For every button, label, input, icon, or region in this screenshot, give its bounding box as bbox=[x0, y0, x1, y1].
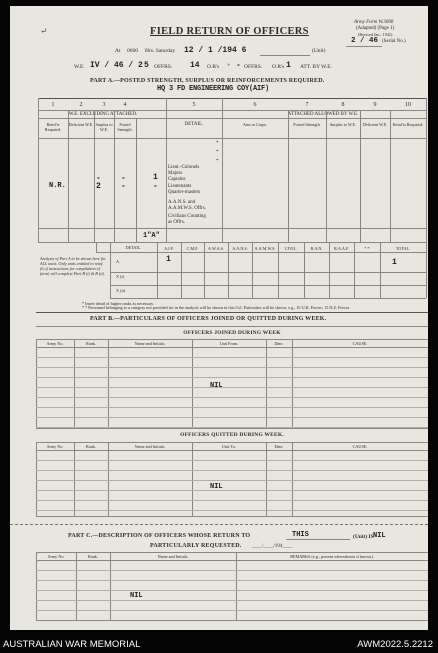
col-number-8: 8 bbox=[341, 102, 345, 108]
analysis-col-1: C.M.F. bbox=[186, 246, 199, 251]
footnote-1: * Insert detail of higher ranks as necessary. bbox=[82, 301, 155, 306]
this-stamp: THIS bbox=[292, 531, 309, 539]
analysis-col-7: R.A.A.F. bbox=[333, 246, 350, 251]
rank-2: Captains bbox=[168, 177, 186, 182]
part-c-heading: PART C.—DESCRIPTION OF OFFICERS WHOSE RETURN TO bbox=[68, 533, 251, 539]
rank-3: Lieutenants bbox=[168, 184, 192, 189]
part-c-col-0: Army No. bbox=[47, 554, 65, 559]
analysis-col-4: A.A.M.W.S. bbox=[254, 246, 276, 251]
ors2-value: 1 bbox=[286, 61, 291, 70]
att-label: ATT. BY W.E. bbox=[300, 64, 332, 70]
footnote-2: * * Personnel belonging to a category not provided for in the analysis will be shown in this Col. Particulars will be shown, e.g., 10 U.K. Forces; 15 N.Z. Forces. bbox=[82, 305, 351, 310]
pencil-mark-icon: ⤶ bbox=[40, 26, 48, 36]
part-c-nil: NIL bbox=[130, 592, 143, 600]
analysis-total: 1 bbox=[392, 258, 397, 267]
entry-surplus-2: - bbox=[121, 182, 126, 191]
joined-col-0: Army No. bbox=[46, 341, 64, 346]
rank-7: Civilians Counting bbox=[168, 214, 206, 219]
analysis-col-9: TOTAL. bbox=[395, 246, 411, 251]
col-number-6: 6 bbox=[253, 102, 257, 108]
sub-header-0: Reinf'ts Required. bbox=[44, 122, 62, 132]
form-ref-line1: Army Form W.3008 bbox=[354, 20, 394, 25]
entry-surplus: - bbox=[121, 174, 126, 183]
rank-4: Quarter-masters bbox=[168, 190, 201, 195]
col-number-3: 3 bbox=[102, 102, 106, 108]
unit-stamp: HQ 3 FD ENGINEERING COY(AIF) bbox=[157, 85, 270, 93]
group-attached: ATTACHED ALLOWED BY W.E. bbox=[287, 112, 359, 117]
col-number-7: 7 bbox=[305, 102, 309, 108]
sub-header-8: Reinf'ts Required. bbox=[392, 122, 424, 127]
quitted-col-1: Rank. bbox=[86, 444, 96, 449]
quitted-heading: OFFICERS QUITTED DURING WEEK. bbox=[180, 432, 284, 438]
analysis-row-0: A. bbox=[116, 259, 121, 264]
group-excluding: W.E. EXCLUDING ATTACHED. bbox=[68, 112, 138, 117]
sub-header-3: Posted Strength. bbox=[117, 122, 133, 132]
analysis-row-1: X (i) bbox=[116, 274, 125, 279]
part-a-heading: PART A.—POSTED STRENGTH, SURPLUS OR REINFORCEMENTS REQUIRED. bbox=[90, 78, 325, 84]
analysis-col-3: A.A.N.S. bbox=[232, 246, 248, 251]
time-value: 0600 bbox=[127, 48, 138, 54]
detail-label: DETAIL. bbox=[184, 122, 204, 127]
total-stamp: 1"A" bbox=[143, 232, 160, 240]
ors-label: O.R's bbox=[207, 64, 220, 70]
quitted-nil: NIL bbox=[210, 483, 223, 491]
sub-header-1: Deficient W.E. bbox=[68, 122, 94, 127]
col-number-1: 1 bbox=[51, 102, 55, 108]
part-c-col-3: REMARKS (e.g., present whereabouts if known). bbox=[290, 554, 374, 559]
sub-header-4: Arm or Corps. bbox=[242, 122, 268, 127]
form-title: FIELD RETURN OF OFFICERS bbox=[150, 26, 309, 37]
part-c-unit-label: (Unit) IS bbox=[353, 534, 374, 540]
analysis-col-2: A.W.A.S. bbox=[207, 246, 225, 251]
rank-1: Majors bbox=[168, 171, 183, 176]
analysis-col-8: * * bbox=[364, 246, 370, 251]
quitted-col-0: Army No. bbox=[46, 444, 64, 449]
part-c-col-2: Name and Initials. bbox=[157, 554, 189, 559]
quitted-col-4: Date. bbox=[274, 444, 284, 449]
footer-right: AWM2022.5.2212 bbox=[357, 639, 433, 650]
analysis-note: Analysis of Part A to be shown here for ALL units. Only units entitled to reinf. (6 of instructions for compilation of form) will complete Part B (i) & B (ii). bbox=[40, 256, 106, 276]
particularly-requested: PARTICULARLY REQUESTED. bbox=[150, 543, 242, 549]
serial-label: (Serial No.) bbox=[382, 39, 406, 44]
entry-mark-2: - bbox=[96, 174, 101, 183]
ors2-label: O.R's bbox=[272, 64, 285, 70]
form-ref-line2: (Adapted) (Page 1) bbox=[356, 26, 395, 31]
sub-header-2: Surplus to W.E. bbox=[95, 122, 113, 132]
quitted-col-5: CAUSE. bbox=[352, 444, 368, 449]
part-c-date-blank: ____/____/194____ bbox=[252, 544, 293, 549]
part-c-nil-stamp: NIL bbox=[373, 532, 386, 540]
unit-label: (Unit) bbox=[312, 48, 326, 54]
we-value: IV / 46 / 2 bbox=[90, 61, 143, 70]
ors-value: 14 bbox=[190, 61, 200, 70]
offrs2-label: OFFRS. bbox=[244, 64, 263, 70]
entry-reinf: N.R. bbox=[49, 182, 66, 190]
joined-nil: NIL bbox=[210, 382, 223, 390]
analysis-row-2: X (ii) bbox=[116, 288, 126, 293]
col-number-10: 10 bbox=[405, 102, 411, 108]
quitted-col-3: Unit To. bbox=[222, 444, 236, 449]
sub-header-7: Deficient W.E. bbox=[362, 122, 388, 127]
part-b-heading: PART B.—PARTICULARS OF OFFICERS JOINED OR QUITTED DURING WEEK. bbox=[90, 316, 327, 322]
joined-col-4: Date. bbox=[274, 341, 284, 346]
analysis-col-6: R.A.N. bbox=[310, 246, 323, 251]
date-value: 12 / 1 /194 6 bbox=[184, 46, 247, 55]
sub-header-5: Posted Strength. bbox=[293, 122, 321, 127]
rank-6: A.A.M.W.S. Offrs. bbox=[168, 206, 206, 211]
joined-col-3: Unit From. bbox=[219, 341, 239, 346]
rank-0: Lieut.-Colonels bbox=[168, 165, 200, 170]
footer-left: AUSTRALIAN WAR MEMORIAL bbox=[3, 639, 141, 650]
hrs-label: Hrs. Saturday bbox=[145, 48, 176, 54]
col-number-4: 4 bbox=[123, 102, 127, 108]
joined-col-2: Name and Initials. bbox=[134, 341, 166, 346]
entry-deficient: 2 bbox=[96, 182, 101, 191]
col-number-2: 2 bbox=[79, 102, 83, 108]
form-page: ⤶ FIELD RETURN OF OFFICERS Army Form W.3008 (Adapted) (Page 1) (Revised Jan., 1942) 2 / 46 (Serial No.) At 0600 Hrs. Saturday 12 / 1 /194 6 (Unit) W.E. IV / 46 / 2 5 OFFRS. 14 O.R's + - OFFRS. 1 O.R's ATT. BY W.E. PART A.—POSTED STRENGTH, SURPLUS OR REINFORCEMENTS REQUIRED. HQ 3 FD ENGINEERING COY(AIF) W.E. EXCLUDING ATTACHED. ATTACHED ALLOWED BY W.E. DETAIL. * * * N.R. 2 - - 1 - - 1"A" DETAIL. 1 1 Analysis of Part A to be shown here for ALL units. Only units entitled to reinf. (6 of instructions for compilation of form) will complete Part B (i) & B (ii). * Insert detail of higher ranks as necessary. * * Personnel belonging to a category not provided for in the analysis will be shown in this Col. Particulars will be shown, e.g., 10 U.K. Forces; 15 N.Z. Forces. PART B.—PARTICULARS OF OFFICERS JOINED OR QUITTED DURING WEEK. OFFICERS JOINED DURING WEEK NIL OFFICERS QUITTED DURING WEEK. NIL PART C.—DESCRIPTION OF OFFICERS WHOSE RETURN TO THIS (Unit) IS NIL PARTICULARLY REQUESTED. ____/____/194____ NIL 1 2 3 4 5 6 7 8 9 10 Reinf'ts Required. Deficient W.E. Surplus to W.E. Posted Strength. Arm or Corps. Posted Strength. Surplus to W.E. Deficient W.E. Reinf'ts Required. Lieut.-Colonels Majors Captains Lieutenants Quarter-masters A.A.N.S. and A.A.M.W.S. Offrs. Civilians Counting as Offrs. A.I.F. C.M.F. A.W.A.S. A.A.N.S. A.A.M.W.S. CIVIL. R.A.N. R.A.A.F. * * TOTAL. A. X (i) X (ii) Army No. Rank. Name and Initials. Unit From. Date. CAUSE. Army No. Rank. Name and Initials. Unit To. Date. CAUSE. Army No. Rank. Name and Initials. REMARKS (e.g., present whereabouts if known). bbox=[10, 6, 428, 630]
rank-5: A.A.N.S. and bbox=[168, 200, 196, 205]
entry-posted: 1 bbox=[153, 173, 158, 182]
joined-col-5: CAUSE. bbox=[352, 341, 368, 346]
col-number-9: 9 bbox=[373, 102, 377, 108]
analysis-col-5: CIVIL. bbox=[284, 246, 298, 251]
joined-col-1: Rank. bbox=[86, 341, 96, 346]
quitted-col-2: Name and Initials. bbox=[134, 444, 166, 449]
at-label: At bbox=[115, 48, 121, 54]
offrs-label: OFFRS. bbox=[154, 64, 173, 70]
part-c-col-1: Rank. bbox=[88, 554, 98, 559]
analysis-detail: DETAIL. bbox=[125, 245, 142, 250]
sub-header-6: Surplus to W.E. bbox=[329, 122, 357, 127]
serial-value: 2 / 46 bbox=[351, 37, 379, 45]
we-label: W.E. bbox=[74, 64, 85, 70]
joined-heading: OFFICERS JOINED DURING WEEK bbox=[183, 330, 281, 336]
col-number-5: 5 bbox=[192, 102, 196, 108]
offrs-value: 5 bbox=[144, 61, 149, 70]
entry-mark: - bbox=[153, 182, 158, 191]
rank-8: as Offrs. bbox=[168, 220, 186, 225]
analysis-aif: 1 bbox=[166, 255, 171, 264]
analysis-col-0: A.I.F. bbox=[164, 246, 174, 251]
offrs2-value: - bbox=[236, 61, 241, 70]
form-ref-line3: (Revised Jan., 1942) bbox=[358, 32, 393, 37]
